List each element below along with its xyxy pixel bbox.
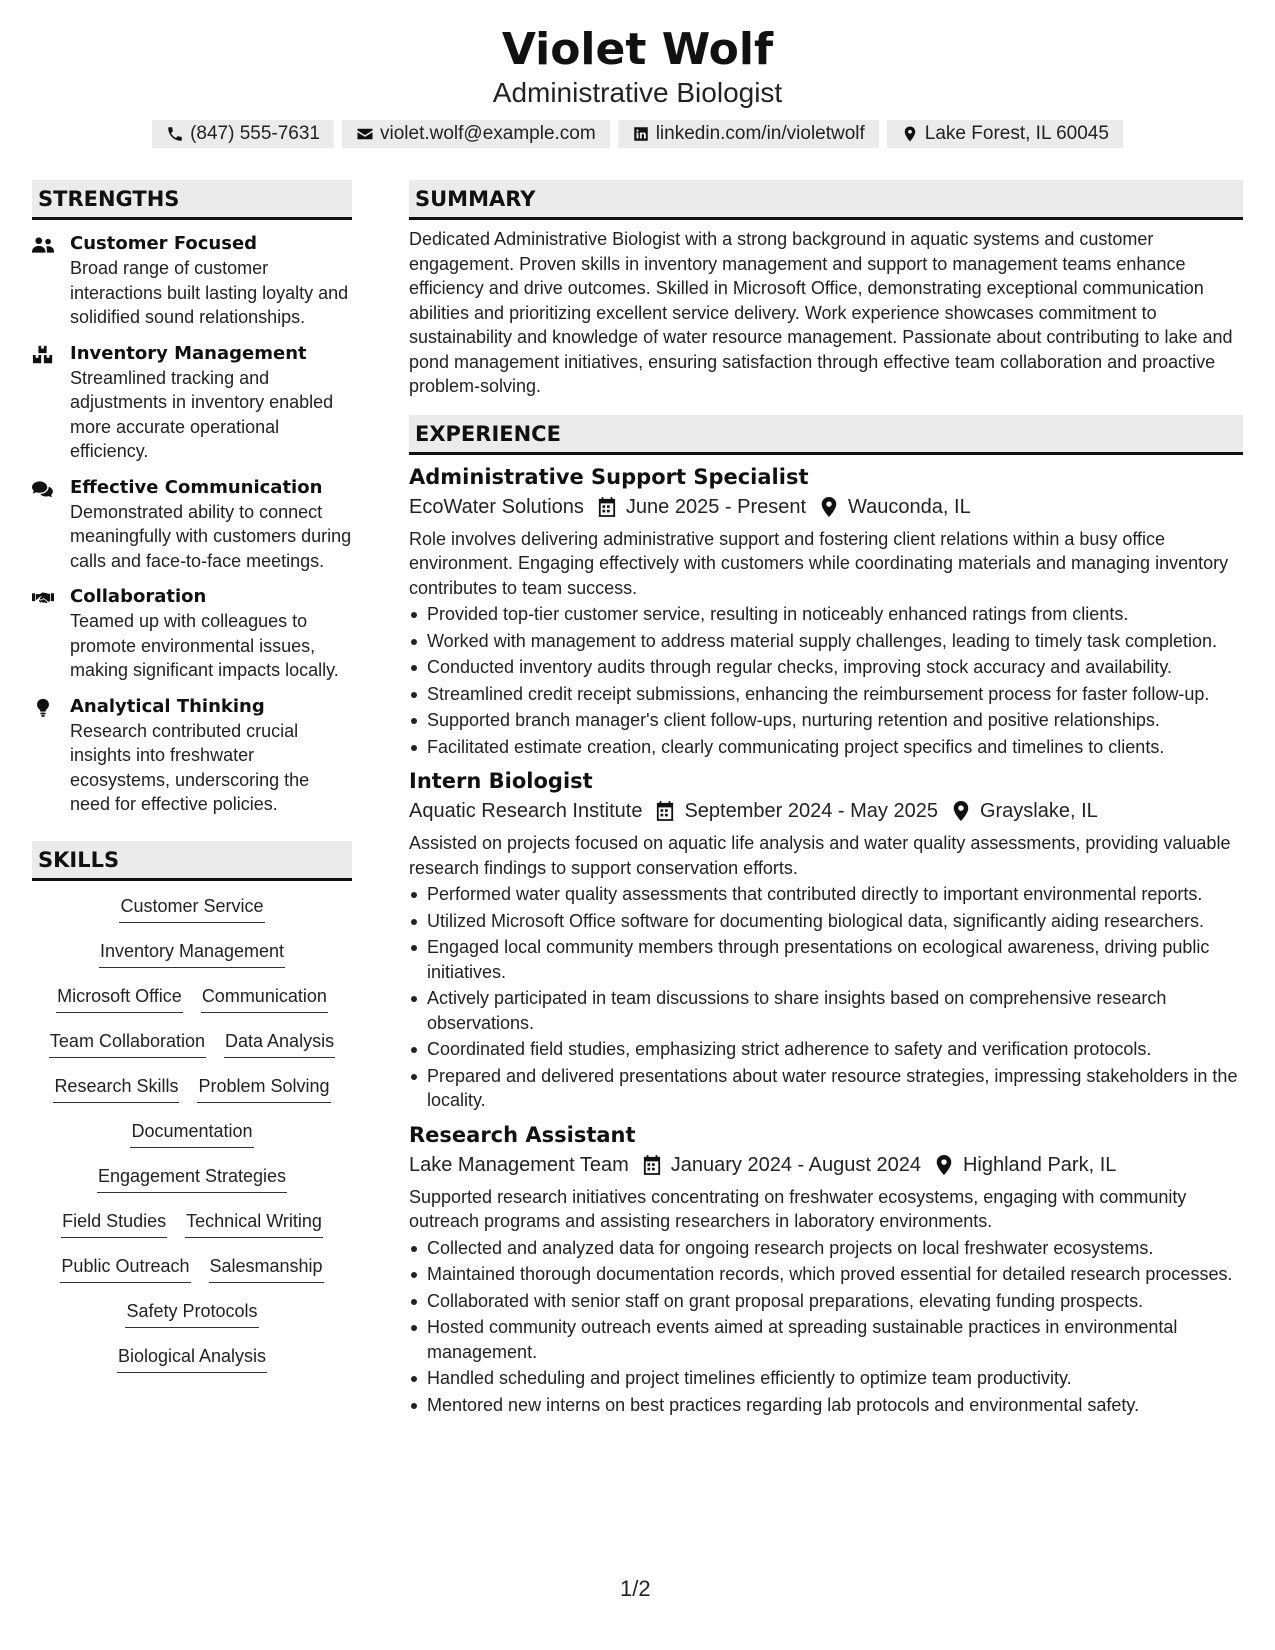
job-bullet: Utilized Microsoft Office software for documenting biological data, significantly aiding researchers. (409, 909, 1243, 934)
job-location: Highland Park, IL (962, 1153, 1117, 1176)
strength-desc: Teamed up with colleagues to promote environmental issues, making significant impacts locally. (70, 611, 339, 680)
map-pin-icon (952, 801, 970, 821)
job-location: Wauconda, IL (848, 495, 971, 518)
map-pin-icon (901, 125, 919, 143)
contact-phone (152, 120, 334, 148)
right-column (409, 180, 1243, 1419)
job-dates: September 2024 - May 2025 (684, 800, 938, 822)
skill-tag: Biological Analysis (117, 1343, 267, 1373)
job-title: Administrative Support Specialist (409, 464, 809, 489)
job-bullet: Engaged local community members through presentations on ecological awareness, driving public initiatives. (409, 935, 1243, 984)
skills-row (56, 983, 328, 1028)
contact-location (887, 120, 1123, 148)
candidate-title: Administrative Biologist (492, 77, 783, 108)
job-dates: June 2025 - Present (625, 495, 807, 518)
skills-row (97, 1163, 287, 1208)
job-dates: January 2024 - August 2024 (670, 1153, 921, 1176)
skills-row (60, 1253, 323, 1298)
job-company: Lake Management Team (409, 1153, 629, 1176)
skill-tag: Technical Writing (185, 1208, 323, 1238)
strength-item (32, 476, 352, 574)
job-bullet: Collaborated with senior staff on grant proposal preparations, elevating funding prospects. (409, 1289, 1243, 1314)
skills-heading: SKILLS (32, 841, 352, 881)
calendar-icon (656, 801, 674, 821)
skill-tag: Customer Service (119, 893, 264, 923)
strengths-list (32, 232, 352, 817)
skills-list (32, 893, 352, 1388)
job-bullets (409, 602, 1243, 759)
job-bullet: Facilitated estimate creation, clearly communicating project specifics and timelines to clients. (409, 735, 1243, 760)
strength-item (32, 342, 352, 464)
skill-tag: Team Collaboration (49, 1028, 206, 1058)
strength-title: Inventory Management (70, 342, 307, 364)
linkedin-text[interactable]: linkedin.com/in/violetwolf (655, 123, 865, 144)
job-entry (409, 767, 1243, 1113)
job-bullet: Prepared and delivered presentations about water resource strategies, impressing stakeholders in the locality. (409, 1064, 1243, 1113)
job-meta (409, 1151, 1243, 1179)
skills-row (117, 1343, 267, 1388)
summary-heading: SUMMARY (409, 180, 1243, 220)
comments-icon (32, 479, 54, 499)
strength-desc: Research contributed crucial insights into freshwater ecosystems, underscoring the need for effective policies. (70, 720, 310, 814)
job-description: Role involves delivering administrative support and fostering client relations within a busy office environment. Engaging effectively with customers while coordinating materials and managing inventory contributes to team success. (409, 528, 1229, 598)
contact-email[interactable] (342, 120, 610, 148)
job-bullets (409, 882, 1243, 1113)
calendar-icon (643, 1155, 661, 1175)
skill-tag: Salesmanship (209, 1253, 324, 1283)
email-text[interactable]: violet.wolf@example.com (380, 123, 596, 144)
skill-tag: Microsoft Office (56, 983, 183, 1013)
job-bullets (409, 1236, 1243, 1418)
handshake-icon (32, 588, 54, 608)
calendar-icon (598, 497, 616, 517)
contact-bar (0, 120, 1275, 148)
skill-tag: Field Studies (61, 1208, 167, 1238)
skill-tag: Communication (201, 983, 328, 1013)
phone-text: (847) 555-7631 (190, 123, 320, 144)
strength-item (32, 585, 352, 683)
job-bullet: Mentored new interns on best practices regarding lab protocols and environmental safety. (409, 1393, 1243, 1418)
map-pin-icon (935, 1155, 953, 1175)
job-location: Grayslake, IL (979, 800, 1098, 822)
strength-title: Effective Communication (70, 476, 323, 498)
skill-tag: Safety Protocols (125, 1298, 258, 1328)
job-bullet: Worked with management to address material supply challenges, leading to timely task completion. (409, 629, 1243, 654)
job-bullet: Supported branch manager's client follow-ups, nurturing retention and positive relationships. (409, 708, 1243, 733)
skill-tag: Research Skills (53, 1073, 179, 1103)
page-number: 1/2 (620, 1576, 651, 1601)
job-bullet: Collected and analyzed data for ongoing research projects on local freshwater ecosystems. (409, 1236, 1243, 1261)
skill-tag: Data Analysis (224, 1028, 335, 1058)
location-text: Lake Forest, IL 60045 (924, 123, 1109, 144)
job-company: Aquatic Research Institute (409, 800, 643, 822)
skill-tag: Problem Solving (197, 1073, 330, 1103)
job-title: Research Assistant (409, 1122, 636, 1147)
summary-text: Dedicated Administrative Biologist with a strong background in aquatic systems and customer engagement. Proven skills in inventory management and support to management teams enhance efficiency and drive outcomes. Skilled in Microsoft Office, demonstrating exceptional communication abilities and prioritizing excellent service delivery. Work experience showcases commitment to sustainability and knowledge of water resource management. Passionate about contributing to lake and pond management initiatives, ensuring satisfaction through effective team collaboration and proactive problem-solving. (409, 229, 1233, 396)
resume-header (0, 24, 1275, 148)
skills-row (49, 1028, 335, 1073)
boxes-icon (32, 345, 54, 365)
phone-icon (166, 125, 184, 143)
lightbulb-icon (32, 698, 54, 718)
strengths-heading: STRENGTHS (32, 180, 352, 220)
job-meta (409, 493, 1243, 521)
skills-row (53, 1073, 330, 1118)
job-title: Intern Biologist (409, 769, 593, 793)
strength-title: Customer Focused (70, 233, 258, 254)
strength-title: Collaboration (70, 586, 207, 607)
job-bullet: Handled scheduling and project timelines efficiently to optimize team productivity. (409, 1366, 1243, 1391)
job-description: Supported research initiatives concentrating on freshwater ecosystems, engaging with community outreach programs and assisting researchers in laboratory environments. (409, 1186, 1187, 1231)
linkedin-icon (632, 125, 650, 143)
skills-row (99, 938, 285, 983)
skill-tag: Engagement Strategies (97, 1163, 287, 1193)
skills-row (119, 893, 264, 938)
job-bullet: Actively participated in team discussions to share insights based on comprehensive research observations. (409, 986, 1243, 1035)
strength-desc: Broad range of customer interactions built lasting loyalty and solidified sound relationships. (70, 258, 349, 327)
job-entry (409, 463, 1243, 760)
contact-linkedin[interactable] (618, 120, 879, 148)
job-bullet: Performed water quality assessments that contributed directly to important environmental reports. (409, 882, 1243, 907)
skills-row (130, 1118, 253, 1163)
candidate-name: Violet Wolf (501, 24, 774, 75)
skill-tag: Inventory Management (99, 938, 285, 968)
map-pin-icon (820, 497, 838, 517)
strength-title: Analytical Thinking (70, 695, 265, 717)
job-bullet: Conducted inventory audits through regular checks, improving stock accuracy and availability. (409, 655, 1243, 680)
job-bullet: Maintained thorough documentation records, which proved essential for detailed research processes. (409, 1262, 1243, 1287)
job-bullet: Coordinated field studies, emphasizing strict adherence to safety and verification protocols. (409, 1037, 1243, 1062)
skills-row (61, 1208, 323, 1253)
envelope-icon (356, 125, 374, 143)
job-description: Assisted on projects focused on aquatic life analysis and water quality assessments, providing valuable research findings to support conservation efforts. (409, 833, 1231, 878)
job-bullet: Streamlined credit receipt submissions, enhancing the reimbursement process for faster follow-up. (409, 682, 1243, 707)
job-entry (409, 1121, 1243, 1418)
users-icon (32, 235, 54, 255)
strength-desc: Streamlined tracking and adjustments in inventory enabled more accurate operational efficiency. (70, 367, 334, 461)
strength-item (32, 232, 352, 330)
job-bullet: Provided top-tier customer service, resulting in noticeably enhanced ratings from clients. (409, 602, 1243, 627)
experience-heading: EXPERIENCE (409, 415, 1243, 455)
skills-row (125, 1298, 258, 1343)
job-company: EcoWater Solutions (409, 495, 584, 518)
job-meta (409, 797, 1243, 825)
strength-desc: Demonstrated ability to connect meaningfully with customers during calls and face-to-face meetings. (70, 501, 352, 571)
left-column (32, 180, 352, 1388)
skill-tag: Documentation (130, 1118, 253, 1148)
job-bullet: Hosted community outreach events aimed at spreading sustainable practices in environmental management. (409, 1315, 1243, 1364)
strength-item (32, 695, 352, 817)
skill-tag: Public Outreach (60, 1253, 190, 1283)
